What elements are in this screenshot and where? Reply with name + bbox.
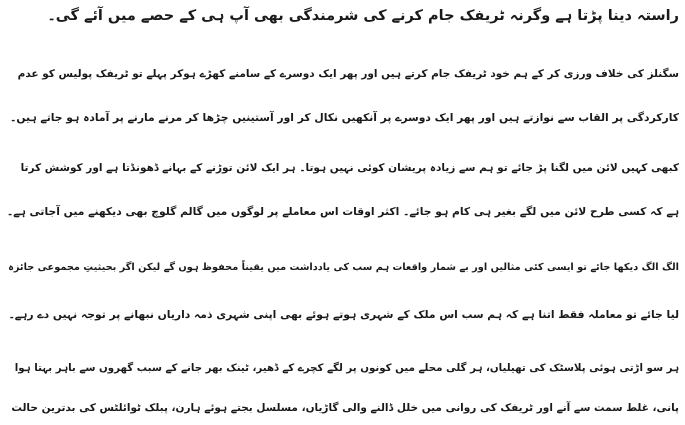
paragraph-1-line-1: راستہ دینا پڑتا ہے وگرنہ ٹریفک جام کرنے کی شرمندگی بھی آپ ہی کے حصے میں آئے گی۔	[47, 8, 679, 24]
paragraph-4-line-2: لیا جائے تو معاملہ فقط اتنا ہے کہ ہم سب اس ملک کے شہری ہوتے ہوئے بھی اپنی شہری ذمہ داریاں نبھانے پر توجہ نہیں دے رہے۔	[8, 308, 679, 321]
paragraph-5-line-1: ہر سو اڑتی ہوئی پلاسٹک کی تھیلیاں، ہر گلی محلے میں کونوں پر لگے کچرے کے ڈھیر، ٹینک بھر جانے کے سبب گھروں سے باہر بہتا ہوا	[14, 362, 679, 374]
paragraph-2-line-1: سگنلز کی خلاف ورزی کر کے ہم خود ٹریفک جام کرتے ہیں اور پھر ایک دوسرے کے سامنے کھڑے ہوکر پہلے تو ٹریفک پولیس کو عدم	[17, 68, 679, 80]
paragraph-5-line-2: پانی، غلط سمت سے آنے اور ٹریفک کی روانی میں خلل ڈالنے والی گاڑیاں، مسلسل بجتے ہوئے ہارن، پبلک ٹوائلٹس کی بدترین حالت	[11, 402, 679, 414]
paragraph-4-line-1: الگ الگ دیکھا جائے تو ایسی کئی مثالیں اور بے شمار واقعات ہم سب کی یادداشت میں یقیناً محفوظ ہوں گے لیکن اگر بحیثیتِ مجموعی جائزہ	[8, 262, 679, 273]
paragraph-2-line-2: کارکردگی پر القاب سے نوازتے ہیں اور پھر ایک دوسرے پر آنکھیں نکال کر اور آستینیں چڑھا کر مرنے مارنے پر آمادہ ہو جاتے ہیں۔	[10, 111, 679, 124]
paragraph-3-line-2: ہے کہ کسی طرح لائن میں لگے بغیر ہی کام ہو جائے۔ اکثر اوقات اس معاملے پر لوگوں میں گالم گلوچ بھی دیکھنے میں آجاتی ہے۔	[6, 205, 679, 218]
paragraph-3-line-1: کبھی کہیں لائن میں لگنا پڑ جائے تو ہم سے زیادہ پریشان کوئی نہیں ہوتا۔ ہر ایک لائن توڑنے کے بہانے ڈھونڈتا ہے اور کوشش کرتا	[20, 162, 679, 174]
